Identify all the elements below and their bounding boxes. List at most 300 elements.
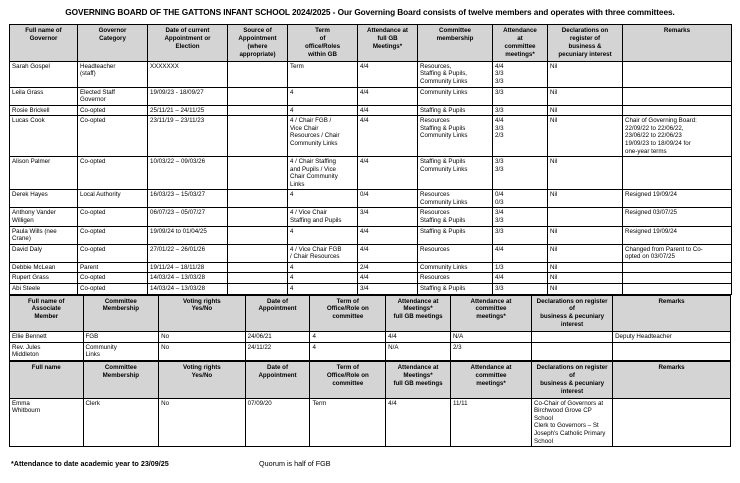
attendance-full-gb — [358, 283, 418, 294]
column-header-3 — [159, 361, 245, 398]
cell-line: 4 — [290, 227, 294, 235]
clerk-header-row — [10, 361, 731, 398]
cell-line: Voting rights — [183, 297, 221, 305]
appointment-date: 14/03/24 – 13/03/28 — [148, 283, 228, 294]
cell-line: Attendance at — [470, 297, 512, 305]
table-row — [10, 244, 732, 262]
declarations — [548, 226, 623, 244]
governor-name: Paula Wills (nee Crane) — [10, 226, 78, 244]
cell-line: at — [517, 35, 523, 43]
cell-line: Co-opted — [80, 227, 106, 235]
term-of-office — [288, 105, 358, 116]
appointment-source — [228, 226, 288, 244]
cell-line: School — [534, 437, 553, 445]
cell-line: 4 — [290, 263, 294, 271]
attendance-full-gb — [358, 116, 418, 157]
cell-line: Co-opted — [80, 209, 106, 217]
cell-line: Staffing & Pupils — [420, 217, 466, 224]
cell-line: Attendance — [503, 27, 537, 35]
cell-line: Chair of Governing Board: — [625, 117, 697, 125]
cell-line: business & — [568, 43, 602, 50]
cell-line: 0/4 — [360, 191, 369, 199]
cell-line: Nil — [550, 227, 558, 235]
appointment-date: 23/11/19 – 23/11/23 — [148, 116, 228, 157]
cell-line: Staffing & Pupils — [420, 124, 466, 132]
attendance-committee: 11/11 — [450, 398, 531, 446]
cell-line: Full name — [31, 363, 61, 371]
cell-line: Links — [290, 180, 305, 188]
column-header-2 — [78, 25, 148, 62]
cell-line: Attendance at — [397, 297, 439, 305]
declarations — [532, 398, 613, 446]
governor-name: Rosie Brickell — [10, 105, 78, 116]
cell-line: Ellie Bennett — [12, 333, 47, 341]
cell-line: Office/Role on — [326, 371, 369, 379]
attendance-full-gb — [358, 61, 418, 87]
cell-line: 4/4 — [495, 117, 504, 125]
committee-membership — [418, 157, 493, 190]
cell-line: 4 / Chair Staffing — [290, 158, 336, 166]
committee-membership — [418, 283, 493, 294]
cell-line: committee — [475, 371, 507, 379]
committee-membership — [418, 105, 493, 116]
governor-category — [78, 61, 148, 87]
declarations — [548, 244, 623, 262]
declarations — [532, 342, 613, 360]
committee-membership — [83, 342, 159, 360]
committee-membership — [418, 262, 493, 273]
appointment-source — [228, 116, 288, 157]
cell-line: Changed from Parent to Co- — [625, 245, 703, 253]
cell-line: Community Links — [420, 88, 468, 96]
table-row — [10, 87, 732, 105]
cell-line: 4 — [290, 284, 294, 292]
attendance-committee — [493, 105, 548, 116]
cell-line: Voting rights — [183, 363, 221, 371]
governor-name: Rupert Grass — [10, 273, 78, 284]
governor-category — [78, 87, 148, 105]
governor-category — [78, 157, 148, 190]
cell-line: 4/4 — [495, 245, 504, 253]
cell-line: 3/4 — [360, 209, 369, 217]
column-header-4 — [245, 295, 310, 332]
remarks — [613, 342, 731, 360]
attendance-committee — [493, 61, 548, 87]
remarks — [623, 116, 732, 157]
cell-line: Attendance at — [367, 27, 408, 35]
term-of-office — [288, 244, 358, 262]
attendance-full-gb — [358, 87, 418, 105]
cell-line: Declarations on — [561, 27, 609, 35]
cell-line: Yes/No — [191, 371, 213, 379]
cell-line: 4/4 — [495, 274, 504, 282]
attendance-committee — [493, 226, 548, 244]
committee-membership — [83, 332, 159, 343]
cell-line: Joseph's Catholic Primary — [534, 429, 606, 437]
committee-membership — [418, 208, 493, 226]
cell-line: Nil — [550, 274, 558, 282]
column-header-7 — [450, 361, 531, 398]
clerk-table — [9, 361, 731, 447]
cell-line: 3/3 — [495, 124, 504, 132]
cell-line: Nil — [550, 62, 558, 70]
clerk-table-header — [10, 361, 731, 398]
cell-line: Resources, — [420, 62, 452, 70]
cell-line: Co-opted — [80, 274, 106, 282]
cell-line: Full name of — [28, 297, 65, 305]
table-row — [10, 283, 732, 294]
column-header-6 — [386, 361, 451, 398]
governor-name: Abi Steele — [10, 283, 78, 294]
cell-line: meetings* — [476, 379, 506, 387]
cell-line: Remarks — [663, 27, 691, 35]
cell-line: Declarations on register of — [536, 363, 608, 379]
appointment-date: XXXXXXX — [148, 61, 228, 87]
member-name — [10, 342, 84, 360]
declarations — [548, 283, 623, 294]
committee-membership — [418, 190, 493, 208]
cell-line: Date of — [267, 297, 289, 305]
cell-line: 3/3 — [495, 158, 504, 166]
attendance-committee: N/A — [450, 332, 531, 343]
attendance-committee — [493, 262, 548, 273]
declarations — [548, 105, 623, 116]
cell-line: committee — [504, 43, 536, 50]
attendance-committee — [493, 283, 548, 294]
governor-category — [78, 273, 148, 284]
appointment-source — [228, 105, 288, 116]
attendance-full-gb — [358, 226, 418, 244]
cell-line: business & pecuniary interest — [540, 379, 605, 395]
cell-line: Community Links — [420, 78, 468, 85]
cell-line: Meetings* — [403, 371, 433, 379]
declarations — [532, 332, 613, 343]
governors-table — [9, 24, 732, 294]
committee-membership — [418, 226, 493, 244]
cell-line: Term — [290, 62, 304, 70]
cell-line: 3/3 — [495, 284, 504, 292]
cell-line: Nil — [550, 284, 558, 292]
cell-line: Nil — [550, 191, 558, 199]
cell-line: (where — [247, 43, 268, 50]
column-header-8 — [493, 25, 548, 62]
governor-category — [78, 116, 148, 157]
cell-line: office/Roles — [304, 43, 341, 50]
cell-line: 23/06/22 to 22/06/23 — [625, 132, 682, 140]
attendance-full-gb — [358, 273, 418, 284]
column-header-3 — [148, 25, 228, 62]
cell-line: 4 / Vice Chair — [290, 209, 328, 217]
table-row — [10, 262, 732, 273]
committee-membership — [418, 87, 493, 105]
cell-line: register of — [569, 35, 601, 43]
cell-line: Headteacher — [80, 62, 116, 70]
term-of-office — [288, 157, 358, 190]
remarks — [623, 273, 732, 284]
column-header-9 — [613, 361, 731, 398]
column-header-10 — [623, 25, 732, 62]
cell-line: Appointment — [258, 305, 297, 313]
cell-line: Staffing and Pupils — [290, 217, 342, 224]
cell-line: Governor — [80, 96, 106, 104]
remarks — [623, 190, 732, 208]
cell-line: Staffing & Pupils — [420, 158, 466, 166]
clerk-table-body — [10, 398, 731, 446]
associates-header-row — [10, 295, 731, 332]
appointment-date: 27/01/22 – 26/01/26 — [148, 244, 228, 262]
cell-line: Resources — [420, 274, 450, 282]
attendance-note: *Attendance to date academic year to 23/09/25 — [11, 459, 169, 468]
cell-line: Office/Role on — [326, 305, 369, 313]
cell-line: 4/4 — [495, 62, 504, 70]
cell-line: pecuniary interest — [558, 50, 612, 58]
column-header-6 — [358, 25, 418, 62]
term-of-office — [288, 87, 358, 105]
governor-name: Sarah Gospel — [10, 61, 78, 87]
cell-line: Staffing & Pupils — [420, 106, 466, 114]
term-of-office — [288, 273, 358, 284]
cell-line: Election — [175, 43, 200, 50]
remarks — [623, 87, 732, 105]
cell-line: 22/09/22 to 22/06/22, — [625, 124, 684, 132]
associates-table-body — [10, 332, 731, 361]
column-header-9 — [548, 25, 623, 62]
cell-line: Community Links — [420, 165, 468, 173]
column-header-1 — [10, 361, 84, 398]
governor-name: Debbie McLean — [10, 262, 78, 273]
cell-line: Committee — [104, 297, 137, 305]
appointment-source — [228, 262, 288, 273]
cell-line: Nil — [550, 106, 558, 114]
cell-line: Remarks — [658, 363, 685, 371]
associates-table-header — [10, 295, 731, 332]
declarations — [548, 190, 623, 208]
column-header-2 — [83, 295, 159, 332]
cell-line: Clerk to Governors – St — [534, 422, 599, 430]
cell-line: and Pupils / Vice — [290, 165, 336, 173]
cell-line: full GB meetings — [393, 313, 443, 321]
cell-line: Staffing & Pupils — [420, 284, 466, 292]
cell-line: Member — [34, 313, 59, 321]
attendance-committee: 2/3 — [450, 342, 531, 360]
column-header-6 — [386, 295, 451, 332]
cell-line: Remarks — [658, 297, 685, 305]
column-header-8 — [532, 361, 613, 398]
table-row — [10, 208, 732, 226]
declarations — [548, 208, 623, 226]
footer — [9, 459, 731, 471]
cell-line: Nil — [550, 117, 558, 125]
cell-line: meetings* — [476, 313, 506, 321]
cell-line: Vice Chair — [290, 124, 319, 132]
cell-line: Co-Chair of Governors at — [534, 399, 604, 407]
cell-line: committee — [475, 305, 507, 313]
cell-line: Committee — [104, 363, 137, 371]
declarations — [548, 273, 623, 284]
cell-line: Governor — [98, 27, 127, 35]
attendance-full-gb — [358, 244, 418, 262]
cell-line: Resigned 19/09/24 — [625, 227, 677, 235]
column-header-5 — [310, 295, 386, 332]
cell-line: Deputy Headteacher — [615, 333, 672, 341]
term-of-office — [288, 262, 358, 273]
declarations — [548, 116, 623, 157]
committee-membership — [418, 244, 493, 262]
appointment-source — [228, 61, 288, 87]
cell-line: Term of — [336, 297, 359, 305]
governor-category — [78, 262, 148, 273]
committee-membership — [418, 273, 493, 284]
cell-line: Clerk — [85, 399, 100, 407]
cell-line: 4/4 — [360, 245, 369, 253]
appointment-source — [228, 244, 288, 262]
governor-category — [78, 283, 148, 294]
page-title: GOVERNING BOARD OF THE GATTONS INFANT SCHOOL 2024/2025 - Our Governing Board consists of twelve members and operates with three committees. — [65, 7, 675, 17]
cell-line: 3/3 — [495, 165, 504, 173]
cell-line: 4 / Chair FGB / — [290, 117, 332, 125]
term-of-office: Term — [310, 398, 386, 446]
cell-line: Staffing & Pupils — [420, 227, 466, 235]
cell-line: Emma — [12, 399, 30, 407]
governor-name: David Daly — [10, 244, 78, 262]
table-row — [10, 226, 732, 244]
appointment-source — [228, 208, 288, 226]
cell-line: Co-opted — [80, 158, 106, 166]
remarks — [623, 208, 732, 226]
appointment-date: 19/09/24 to 01/04/25 — [148, 226, 228, 244]
governor-category — [78, 105, 148, 116]
cell-line: of — [319, 35, 326, 43]
cell-line: Date of current — [165, 27, 210, 35]
cell-line: 4/4 — [360, 117, 369, 125]
remarks — [613, 332, 731, 343]
cell-line: Appointment — [258, 371, 297, 379]
appointment-source — [228, 273, 288, 284]
cell-line: 3/3 — [495, 106, 504, 114]
cell-line: Governor — [29, 35, 58, 43]
cell-line: Appointment — [238, 35, 277, 43]
governors-header-row — [10, 25, 732, 62]
term-of-office — [288, 190, 358, 208]
voting-rights: No — [159, 398, 245, 446]
appointment-date: 14/03/24 – 13/03/28 — [148, 273, 228, 284]
table-row — [10, 342, 731, 360]
cell-line: Community Links — [290, 139, 338, 147]
attendance-committee — [493, 157, 548, 190]
governor-name: Alison Palmer — [10, 157, 78, 190]
quorum-note: Quorum is half of FGB — [259, 459, 331, 468]
cell-line: 3/4 — [360, 284, 369, 292]
cell-line: 4/4 — [360, 88, 369, 96]
table-row — [10, 157, 732, 190]
cell-line: Source of — [243, 27, 272, 35]
governor-name: Anthony Vander Willigen — [10, 208, 78, 226]
attendance-committee — [493, 116, 548, 157]
appointment-date: 24/11/22 — [245, 342, 310, 360]
cell-line: Rev. Jules — [12, 343, 41, 351]
governors-table-body — [10, 61, 732, 294]
table-row — [10, 61, 732, 87]
column-header-4 — [228, 25, 288, 62]
governor-name: Leila Grass — [10, 87, 78, 105]
term-of-office — [288, 283, 358, 294]
remarks — [623, 226, 732, 244]
column-header-5 — [288, 25, 358, 62]
cell-line: Nil — [550, 263, 558, 271]
cell-line: Committee — [439, 27, 471, 35]
cell-line: Community Links — [420, 132, 468, 140]
column-header-1 — [10, 25, 78, 62]
cell-line: 3/3 — [495, 78, 504, 85]
column-header-9 — [613, 295, 731, 332]
governor-category — [78, 208, 148, 226]
term-of-office — [288, 116, 358, 157]
attendance-full-gb: 4/4 — [386, 332, 451, 343]
cell-line: FGB — [85, 333, 99, 341]
appointment-date: 07/09/20 — [245, 398, 310, 446]
cell-line: Meetings* — [403, 305, 433, 313]
attendance-full-gb — [358, 208, 418, 226]
remarks — [623, 105, 732, 116]
cell-line: Category — [99, 35, 126, 43]
cell-line: 4 — [290, 274, 294, 282]
table-row — [10, 332, 731, 343]
declarations — [548, 157, 623, 190]
committee-membership — [418, 116, 493, 157]
cell-line: Attendance at — [470, 363, 512, 371]
cell-line: Term of — [336, 363, 359, 371]
appointment-date: 06/07/23 – 05/07/27 — [148, 208, 228, 226]
cell-line: 3/3 — [495, 227, 504, 235]
voting-rights: No — [159, 342, 245, 360]
table-row — [10, 105, 732, 116]
declarations — [548, 262, 623, 273]
cell-line: 2/4 — [360, 263, 369, 271]
cell-line: 0/3 — [495, 198, 504, 206]
cell-line: Resigned 03/07/25 — [625, 209, 677, 217]
cell-line: 4 — [290, 106, 294, 114]
appointment-date: 16/03/23 – 15/03/27 — [148, 190, 228, 208]
cell-line: Yes/No — [191, 305, 213, 313]
appointment-date: 24/06/21 — [245, 332, 310, 343]
attendance-committee — [493, 190, 548, 208]
cell-line: (staff) — [80, 70, 96, 78]
cell-line: Term — [315, 27, 330, 35]
attendance-committee — [493, 87, 548, 105]
cell-line: 4/4 — [360, 106, 369, 114]
term-of-office: 4 — [310, 342, 386, 360]
table-row — [10, 398, 731, 446]
cell-line: membership — [436, 35, 474, 43]
attendance-full-gb — [358, 262, 418, 273]
cell-line: 1/3 — [495, 263, 504, 271]
cell-line: Resigned 19/09/24 — [625, 191, 677, 199]
cell-line: Resources — [420, 191, 450, 199]
cell-line: full GB meetings — [393, 379, 443, 387]
column-header-8 — [532, 295, 613, 332]
appointment-date: 19/09/23 - 18/09/27 — [148, 87, 228, 105]
cell-line: Co-opted — [80, 106, 106, 114]
declarations — [548, 61, 623, 87]
cell-line: Membership — [102, 305, 140, 313]
cell-line: Middleton — [12, 351, 39, 359]
remarks — [623, 262, 732, 273]
appointment-source — [228, 157, 288, 190]
cell-line: Resources — [420, 209, 450, 217]
cell-line: 0/4 — [495, 191, 504, 199]
cell-line: Resources — [420, 117, 450, 125]
cell-line: committee — [332, 313, 364, 321]
